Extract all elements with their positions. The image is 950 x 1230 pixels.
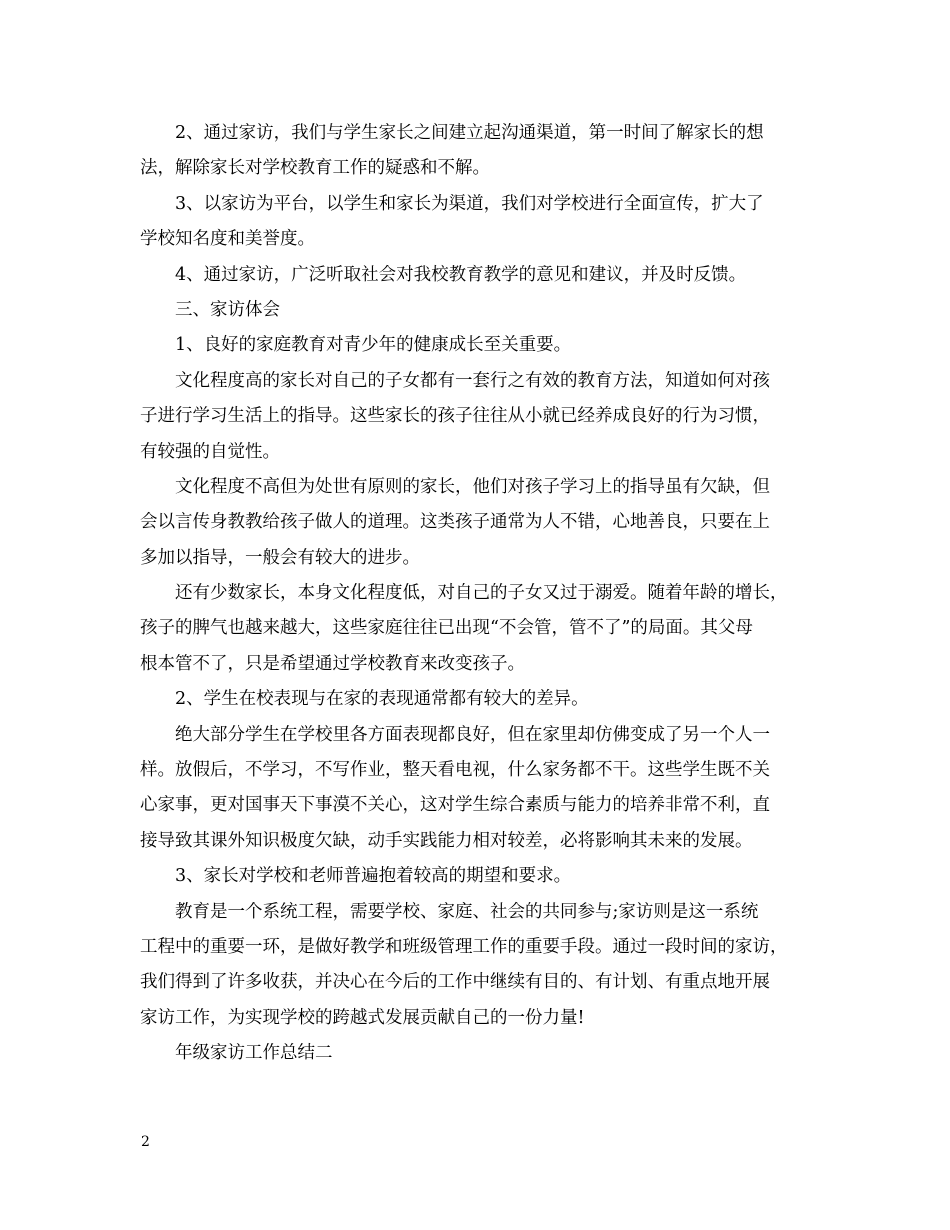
paragraph (140, 1036, 812, 1071)
text-line: 学校知名度和美誉度。 (140, 229, 315, 250)
paragraph (140, 187, 812, 258)
paragraph (140, 859, 812, 894)
text-line: 2、学生在校表现与在家的表现通常都有较大的差异。 (175, 689, 589, 710)
text-line: 样。放假后，不学习，不写作业，整天看电视，什么家务都不干。这些学生既不关 (140, 760, 770, 781)
text-line: 我们得到了许多收获，并决心在今后的工作中继续有目的、有计划、有重点地开展 (140, 972, 770, 993)
text-line: 4、通过家访，广泛听取社会对我校教育教学的意见和建议，并及时反馈。 (175, 264, 747, 285)
text-line: 孩子的脾气也越来越大，这些家庭往往已出现“不会管，管不了”的局面。其父母 (140, 618, 753, 639)
paragraph (140, 116, 812, 187)
text-line: 3、以家访为平台，以学生和家长为渠道，我们对学校进行全面宣传，扩大了 (175, 193, 764, 214)
text-line: 家访工作，为实现学校的跨越式发展贡献自己的一份力量! (140, 1007, 585, 1028)
paragraph (140, 470, 812, 576)
text-line: 绝大部分学生在学校里各方面表现都良好，但在家里却仿佛变成了另一个人一 (175, 724, 770, 745)
text-line: 多加以指导，一般会有较大的进步。 (140, 547, 420, 568)
paragraph (140, 293, 812, 328)
paragraph (140, 328, 812, 363)
paragraph (140, 895, 812, 1037)
document-body (140, 116, 812, 1072)
paragraph (140, 718, 812, 860)
paragraph (140, 258, 812, 293)
text-line: 子进行学习生活上的指导。这些家长的孩子往往从小就已经养成良好的行为习惯， (140, 406, 770, 427)
text-line: 2、通过家访，我们与学生家长之间建立起沟通渠道，第一时间了解家长的想 (175, 123, 764, 143)
text-line: 1、良好的家庭教育对青少年的健康成长至关重要。 (175, 335, 572, 356)
text-line: 3、家长对学校和老师普遍抱着较高的期望和要求。 (175, 866, 572, 887)
text-line: 根本管不了，只是希望通过学校教育来改变孩子。 (140, 653, 525, 674)
page-number: 2 (141, 1134, 150, 1150)
text-line: 法，解除家长对学校教育工作的疑惑和不解。 (140, 158, 490, 179)
text-line: 文化程度不高但为处世有原则的家长，他们对孩子学习上的指导虽有欠缺，但 (175, 476, 770, 497)
text-line: 还有少数家长，本身文化程度低，对自己的子女又过于溺爱。随着年龄的增长， (175, 583, 788, 604)
text-line: 工程中的重要一环，是做好教学和班级管理工作的重要手段。通过一段时间的家访， (140, 936, 788, 957)
text-line: 文化程度高的家长对自己的子女都有一套行之有效的教育方法，知道如何对孩 (175, 370, 770, 391)
paragraph (140, 576, 812, 682)
text-line: 教育是一个系统工程，需要学校、家庭、社会的共同参与;家访则是这一系统 (175, 901, 759, 922)
paragraph (140, 364, 812, 470)
text-line: 会以言传身教教给孩子做人的道理。这类孩子通常为人不错，心地善良，只要在上 (140, 512, 770, 533)
text-line: 有较强的自觉性。 (140, 441, 280, 462)
paragraph (140, 682, 812, 717)
text-line: 接导致其课外知识极度欠缺，动手实践能力相对较差，必将影响其未来的发展。 (140, 830, 753, 851)
text-line: 年级家访工作总结二 (175, 1043, 333, 1064)
text-line: 三、家访体会 (175, 299, 280, 320)
text-line: 心家事，更对国事天下事漠不关心，这对学生综合素质与能力的培养非常不利，直 (140, 795, 770, 816)
